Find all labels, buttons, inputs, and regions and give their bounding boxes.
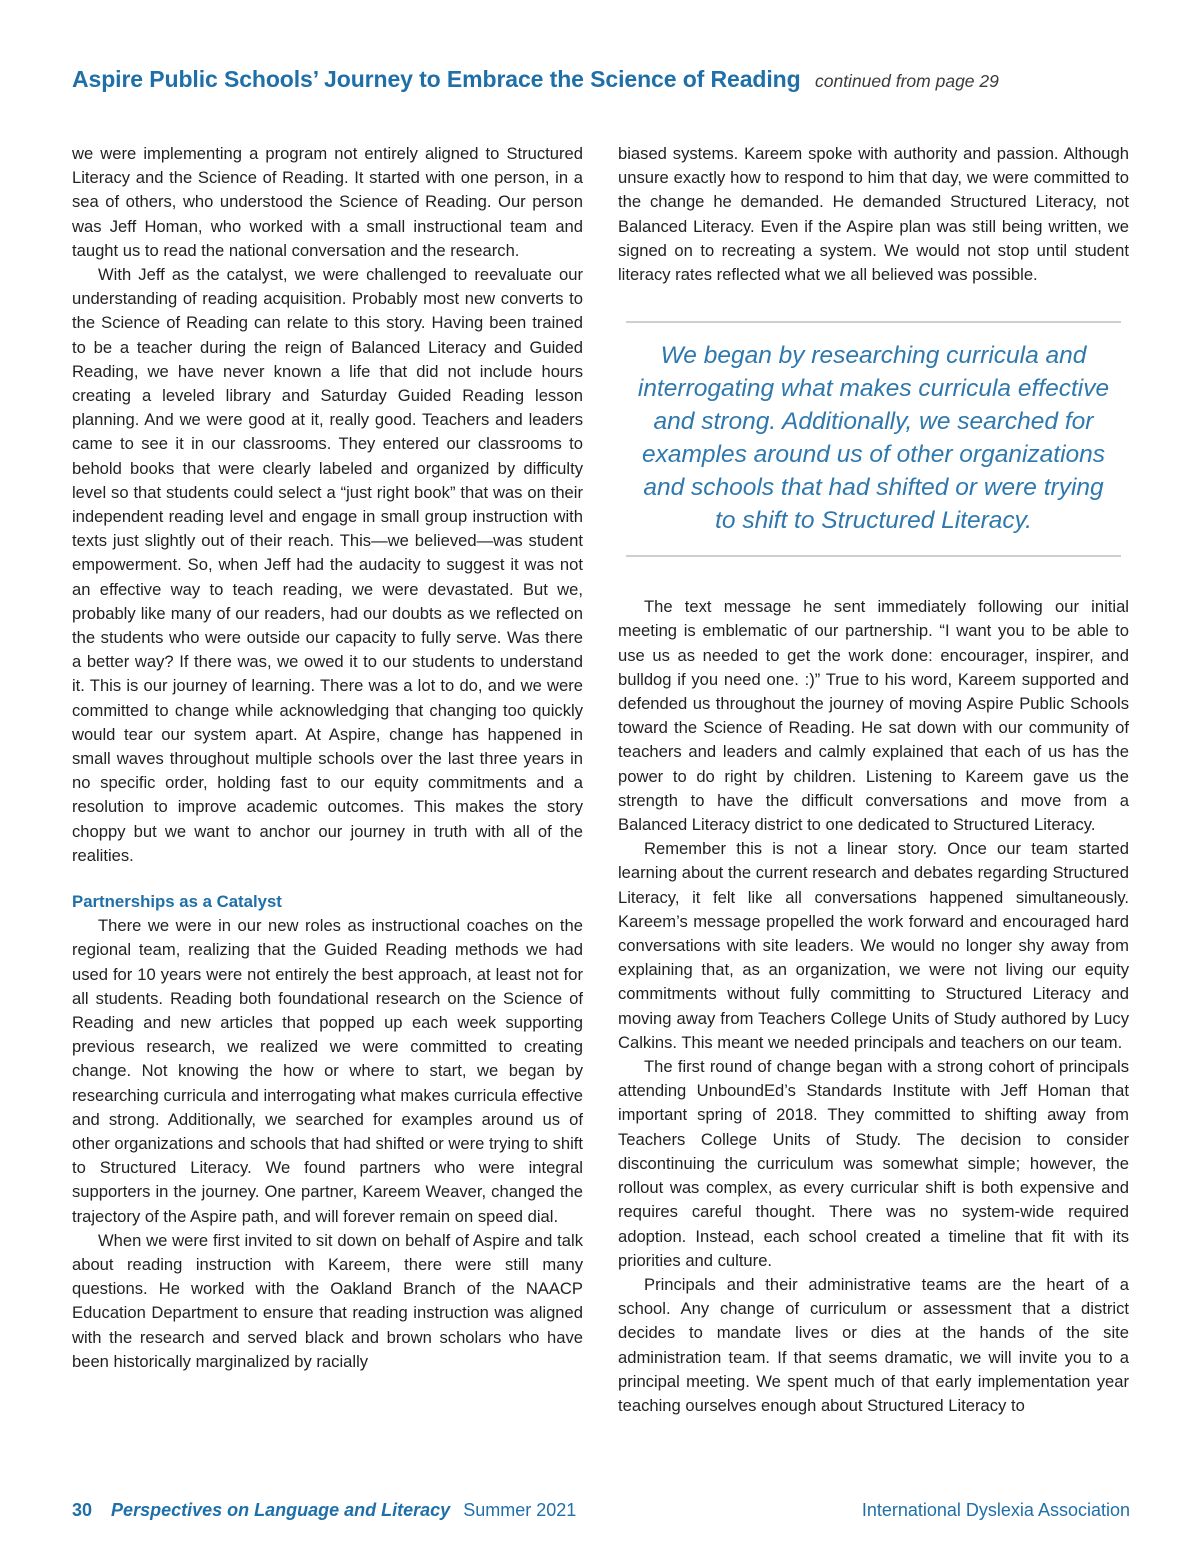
body-paragraph: The first round of change began with a strong cohort of principals attending UnboundEd’s Standards Institute with Jeff Homan that important spring of 2018. They committed to shifting away from Teachers College Units of Study. The decision to consider discontinuing the curriculum was somewhat simple; however, the rollout was complex, as every curricular shift is both expensive and requires careful thought. There was no system-wide required adoption. Instead, each school created a timeline that fit with its priorities and culture. <box>618 1057 1129 1270</box>
footer-left <box>72 1500 576 1521</box>
issue-label: Summer 2021 <box>463 1500 577 1520</box>
page-number: 30 <box>72 1500 93 1520</box>
pull-quote: We began by researching curricula and interrogating what makes curricula effective and strong. Additionally, we searched for examples around us of other organizations and schools that had shifted or were trying to shift to Structured Literacy. <box>626 321 1121 557</box>
right-column <box>618 142 1129 1418</box>
body-paragraph: biased systems. Kareem spoke with authority and passion. Although unsure exactly how to respond to him that day, we were committed to the change he demanded. He demanded Structured Literacy, not Balanced Literacy. Even if the Aspire plan was still being written, we signed on to recreating a system. We would not stop until student literacy rates reflected what we all believed was possible. <box>618 144 1129 285</box>
section-heading: Partnerships as a Catalyst <box>72 892 282 912</box>
body-paragraph: Principals and their administrative teams are the heart of a school. Any change of curriculum or assessment that a district decides to mandate lives or dies at the hands of the site administration team. If that seems dramatic, we will invite you to a principal meeting. We spent much of that early implementation year teaching ourselves enough about Structured Literacy to <box>618 1274 1129 1415</box>
body-paragraph: we were implementing a program not entirely aligned to Structured Literacy and the Science of Reading. It started with one person, in a sea of others, who understood the Science of Reading. Our person was Jeff Homan, who worked with a small instructional team and taught us to read the national conversation and the research. <box>72 144 583 260</box>
body-paragraph: With Jeff as the catalyst, we were challenged to reevaluate our understanding of reading acquisition. Probably most new converts to the Science of Reading can relate to this story. Having been trained to be a teacher during the reign of Balanced Literacy and Guided Reading, we have never known a life that did not include hours creating a leveled library and Saturday Guided Reading lesson planning. And we were good at it, really good. Teachers and leaders came to see it in our classrooms. They entered our classrooms to behold books that were clearly labeled and organized by difficulty level so that students could select a “just right book” that was on their independent reading level and engage in small group instruction with texts just slightly out of their reach. This—we believed—was student empowerment. So, when Jeff had the audacity to suggest it was not an effective way to teach reading, we were devastated. But we, probably like many of our readers, had our doubts as we reflected on the students who were outside our capacity to fully serve. Was there a better way? If there was, we owed it to our students to understand it. This is our journey of learning. There was a lot to do, and we were committed to change while acknowledging that changing too quickly would tear our system apart. At Aspire, change has happened in small waves throughout multiple schools over the last three years in no specific order, holding fast to our equity commitments and a resolution to improve academic outcomes. This makes the story choppy but we want to anchor our journey in truth with all of the realities. <box>72 265 583 865</box>
journal-title: Perspectives on Language and Literacy <box>111 1500 451 1520</box>
body-paragraph: There we were in our new roles as instructional coaches on the regional team, realizing that the Guided Reading methods we had used for 10 years were not entirely the best approach, at least not for all students. Reading both foundational research on the Science of Reading and new articles that popped up each week supporting previous research, we realized we were committed to creating change. Not knowing the how or where to start, we began by researching curricula and interrogating what makes curricula effective and strong. Additionally, we searched for examples around us of other organizations and schools that had shifted or were trying to shift to Structured Literacy. We found partners who were integral supporters in the journey. One partner, Kareem Weaver, changed the trajectory of the Aspire path, and will forever remain on speed dial. <box>72 916 584 1226</box>
organization-name: International Dyslexia Association <box>861 1500 1130 1520</box>
article-title: Aspire Public Schools’ Journey to Embrace the Science of Reading <box>72 66 801 92</box>
left-column <box>72 142 583 1374</box>
running-header <box>72 66 1132 93</box>
body-paragraph: Remember this is not a linear story. Once our team started learning about the current research and debates regarding Structured Literacy, it felt like all conversations happened simultaneously. Kareem’s message propelled the work forward and encouraged hard conversations with site leaders. We would no longer shy away from explaining that, as an organization, we were not living our equity commitments without fully committing to Structured Literacy and moving away from Teachers College Units of Study authored by Lucy Calkins. This meant we needed principals and teachers on our team. <box>618 839 1129 1052</box>
continued-note: continued from page 29 <box>814 71 999 91</box>
body-paragraph: The text message he sent immediately following our initial meeting is emblematic of our partnership. “I want you to be able to use us as needed to get the work done: encourager, inspirer, and bulldog if you need one. :)” True to his word, Kareem supported and defended us throughout the journey of moving Aspire Public Schools toward the Science of Reading. He sat down with our community of teachers and leaders and calmly explained that each of us has the power to do right by children. Listening to Kareem gave us the strength to have the difficult conversations and move from a Balanced Literacy district to one dedicated to Structured Literacy. <box>618 597 1129 835</box>
body-paragraph: When we were first invited to sit down on behalf of Aspire and talk about reading instruction with Kareem, there were still many questions. He worked with the Oakland Branch of the NAACP Education Department to ensure that reading instruction was aligned with the research and served black and brown scholars who have been historically marginalized by racially <box>72 1230 583 1371</box>
page-footer <box>72 1500 1130 1528</box>
